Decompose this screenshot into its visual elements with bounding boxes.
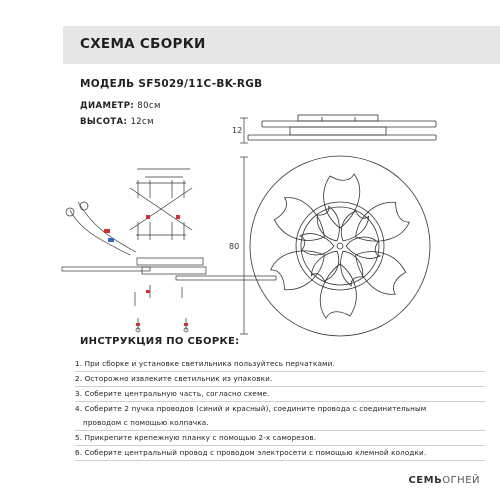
brand-part-1: СЕМЬ [408, 475, 443, 486]
diameter-dimension-label: 80 [229, 242, 240, 251]
height-value: 12см [130, 117, 154, 127]
diameter-dimension [240, 157, 248, 334]
model-number: МОДЕЛЬ SF5029/11C-BK-RGB [80, 78, 263, 90]
instruction-step-continued: проводом с помощью колпачка. [75, 416, 485, 431]
height-label: ВЫСОТА: [80, 117, 128, 127]
instruction-step: 1. При сборке и установке светильника пользуйтесь перчатками. [75, 357, 485, 372]
instruction-step: 2. Осторожно извлеките светильник из упаковки. [75, 372, 485, 387]
height-dimension-label: 12 [232, 126, 243, 135]
instruction-step: 5. Прикрепите крепежную планку с помощью 2-х саморезов. [75, 431, 485, 446]
brand-logo [408, 475, 480, 486]
wire-connectors [104, 215, 188, 326]
inner-petals [300, 205, 380, 287]
top-view [250, 156, 430, 336]
brand-part-2: ОГНЕЙ [442, 475, 480, 486]
instruction-step: 4. Соберите 2 пучка проводов (синий и красный), соедините провода с соединительным [75, 404, 427, 413]
instructions-title: ИНСТРУКЦИЯ ПО СБОРКЕ: [80, 336, 240, 347]
diameter-value: 80см [137, 101, 161, 111]
page-title: СХЕМА СБОРКИ [80, 36, 206, 52]
instruction-steps [75, 357, 485, 461]
instruction-step: 3. Соберите центральную часть, согласно схеме. [75, 387, 485, 402]
instruction-step: 6. Соберите центральный провод с проводом электросети с помощью клемной колодки. [75, 446, 485, 461]
outer-petals [268, 174, 412, 318]
side-profile [248, 115, 436, 140]
diameter-label: ДИАМЕТР: [80, 101, 135, 111]
